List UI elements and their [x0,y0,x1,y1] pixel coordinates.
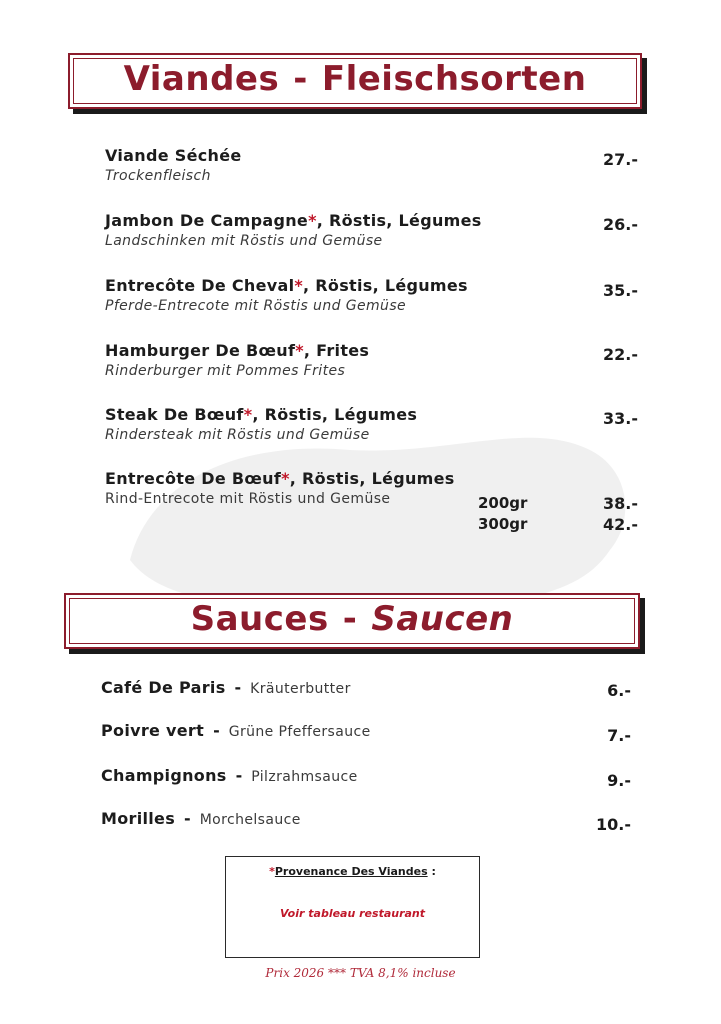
sauces-title: Sauces - Saucen [190,599,514,639]
price: 10.- [596,815,631,834]
price: 38.- [603,494,638,513]
price: 9.- [607,771,631,790]
price: 27.- [603,150,638,169]
price: 42.- [603,515,638,534]
price-footer: Prix 2026 *** TVA 8,1% incluse [265,966,456,980]
sauce-item-morilles: Morilles - Morchelsauce [101,809,301,828]
weight-label: 200gr [478,494,528,512]
menu-item-entrecote-boeuf: Entrecôte De Bœuf*, Röstis, Légumes Rind-Entrecote mit Röstis und Gemüse [105,469,455,507]
price: 35.- [603,281,638,300]
menu-item-entrecote-cheval: Entrecôte De Cheval*, Röstis, Légumes Pferde-Entrecote mit Röstis und Gemüse [105,276,468,314]
menu-item-jambon: Jambon De Campagne*, Röstis, Légumes Landschinken mit Röstis und Gemüse [105,211,482,249]
meats-header [68,53,642,109]
weight-label: 300gr [478,515,528,533]
sauce-item-poivre-vert: Poivre vert - Grüne Pfeffersauce [101,721,371,740]
price: 6.- [607,681,631,700]
price: 26.- [603,215,638,234]
price: 22.- [603,345,638,364]
menu-item-viande-sechee: Viande Séchée Trockenfleisch [105,146,242,184]
price: 33.- [603,409,638,428]
provenance-box [225,856,480,958]
sauces-header [64,593,640,649]
provenance-body: Voir tableau restaurant [279,907,426,920]
menu-item-hamburger: Hamburger De Bœuf*, Frites Rinderburger mit Pommes Frites [105,341,370,379]
sauce-item-champignons: Champignons - Pilzrahmsauce [101,766,358,785]
sauce-item-cafe-de-paris: Café De Paris - Kräuterbutter [101,678,351,697]
price: 7.- [607,726,631,745]
provenance-title: *Provenance Des Viandes : [269,865,436,878]
meats-title: Viandes - Fleischsorten [123,59,587,99]
menu-item-steak: Steak De Bœuf*, Röstis, Légumes Rindersteak mit Röstis und Gemüse [105,405,418,443]
